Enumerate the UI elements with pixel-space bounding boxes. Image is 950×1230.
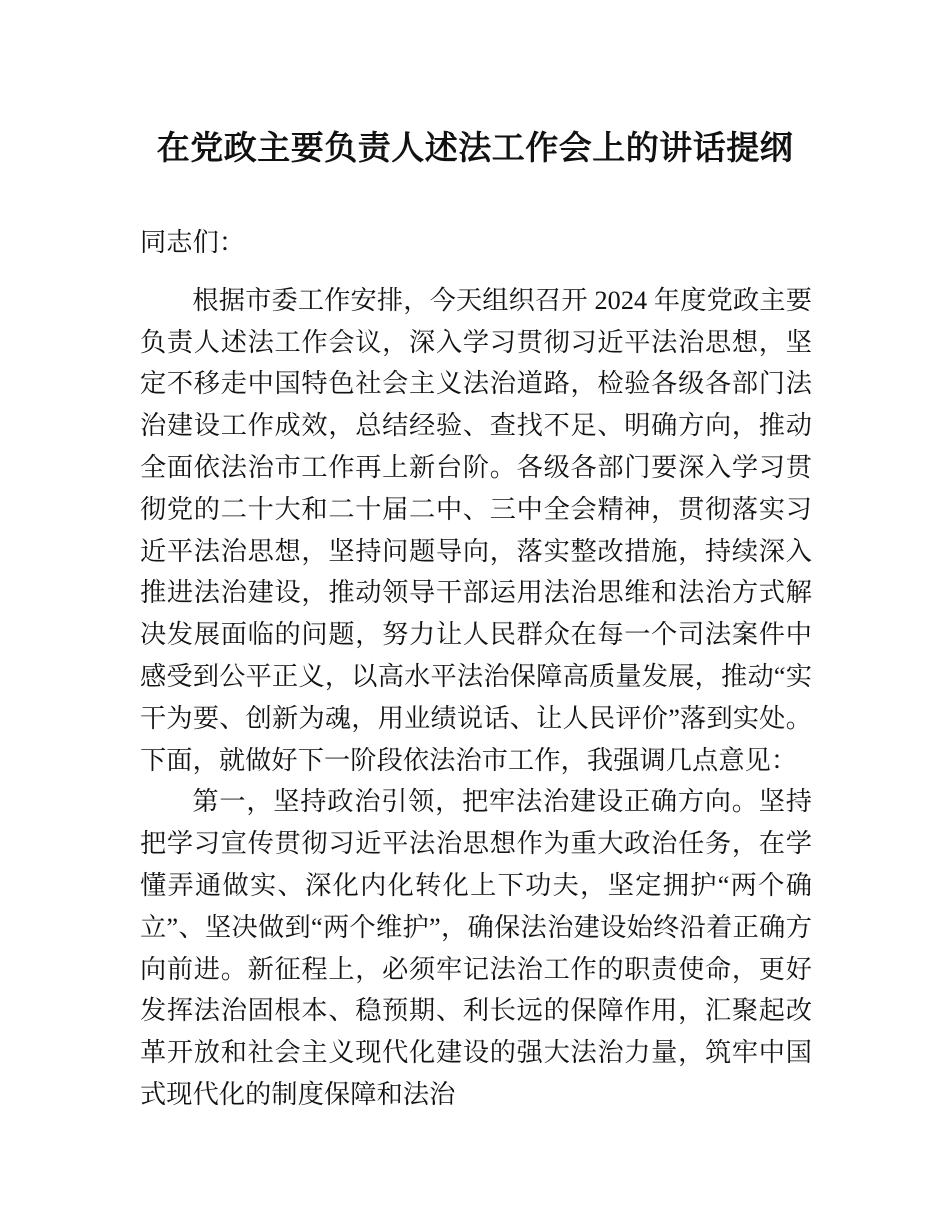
body-paragraph-1: 根据市委工作安排，今天组织召开 2024 年度党政主要负责人述法工作会议，深入学习贯彻习近平法治思想，坚定不移走中国特色社会主义法治道路，检验各级各部门法治建设工作成效，总结经验、查找不足、明确方向，推动全面依法治市工作再上新台阶。各级各部门要深入学习贯彻党的二十大和二十届二中、三中全会精神，贯彻落实习近平法治思想，坚持问题导向，落实整改措施，持续深入推进法治建设，推动领导干部运用法治思维和法治方式解决发展面临的问题，努力让人民群众在每一个司法案件中感受到公平正义，以高水平法治保障高质量发展，推动“实干为要、创新为魂，用业绩说话、让人民评价”落到实处。下面，就做好下一阶段依法治市工作，我强调几点意见： [140, 285, 812, 775]
page-title: 在党政主要负责人述法工作会上的讲话提纲 [156, 129, 794, 167]
salutation-line: 同志们： [140, 228, 246, 257]
document-body [140, 222, 812, 1116]
body-paragraph-2: 第一，坚持政治引领，把牢法治建设正确方向。坚持把学习宣传贯彻习近平法治思想作为重大政治任务，在学懂弄通做实、深化内化转化上下功夫，坚定拥护“两个确立”、坚决做到“两个维护”，确保法治建设始终沿着正确方向前进。新征程上，必须牢记法治工作的职责使命，更好发挥法治固根本、稳预期、利长远的保障作用，汇聚起改革开放和社会主义现代化建设的强大法治力量，筑牢中国式现代化的制度保障和法治 [140, 787, 812, 1109]
